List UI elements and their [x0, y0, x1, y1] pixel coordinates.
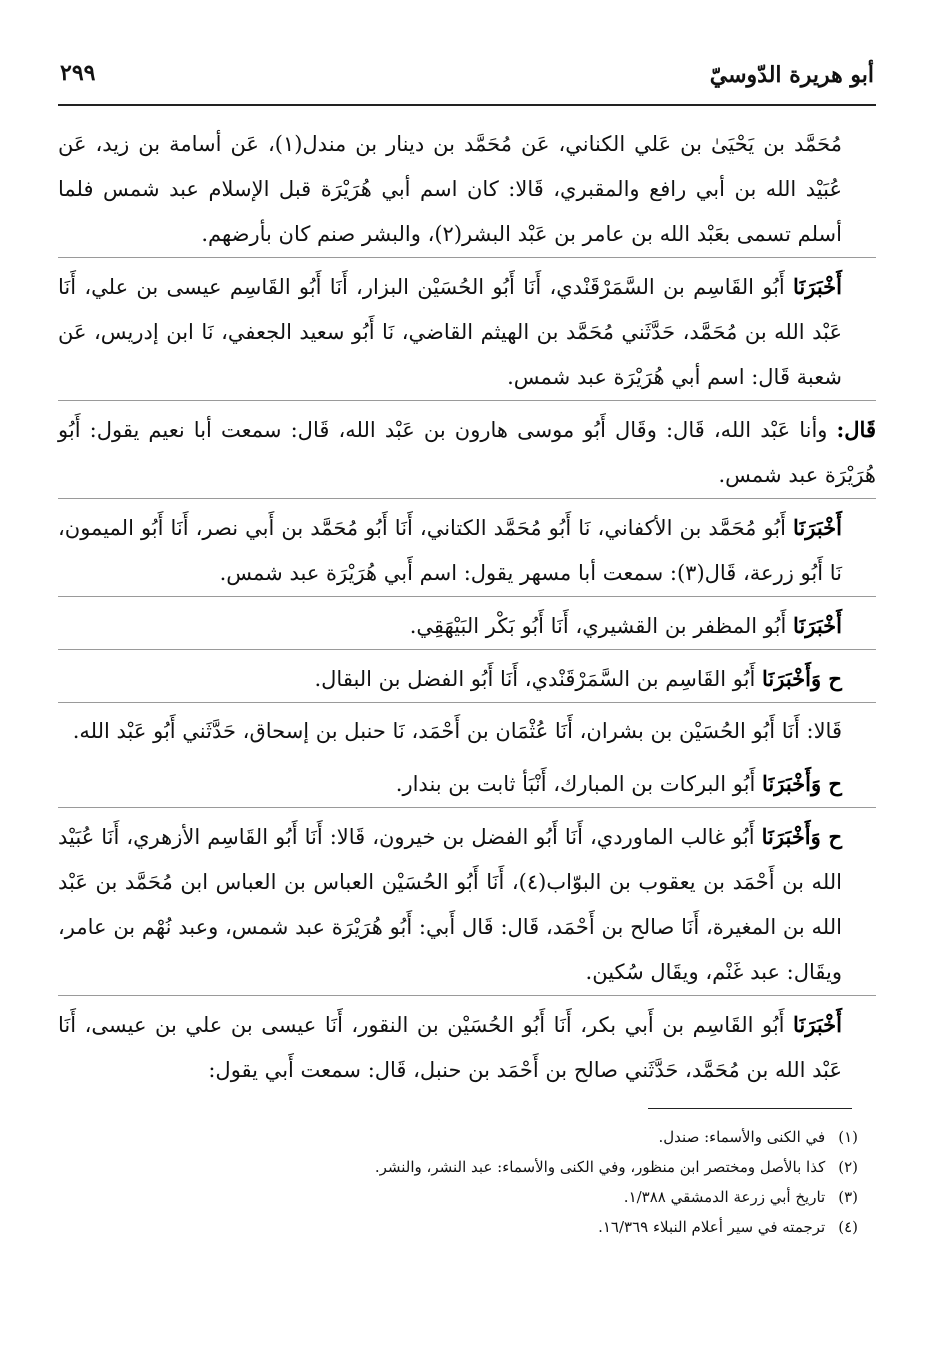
paragraph-text: أَبُو غالب الماوردي، أَنَا أَبُو الفضل بن خيرون، قَالا: أَنَا أَبُو القَاسِم الأزهري، أَنَا عُبَيْد الله بن أَحْمَد بن يعقوب بن البوّاب(٤)، أَنَا أَبُو الحُسَيْن العباس بن العباس ابن مُحَمَّد بن عَبْد الله بن المغيرة، أَنَا صالح بن أَحْمَد، قَال: قَال أَبي: أَبُو هُرَيْرَة عبد شمس، وعبد نُهْم بن عامر، ويقَال: عبد غَنْم، ويقَال سُكين.: [58, 825, 843, 984]
paragraph-text: أَبُو مُحَمَّد بن الأكفاني، نَا أَبُو مُحَمَّد الكتاني، أَنَا أَبُو مُحَمَّد بن أَبي نصر، أَنَا أَبُو الميمون، نَا أَبُو زرعة، قَال(٣): سمعت أبا مسهر يقول: اسم أَبي هُرَيْرَة عبد شمس.: [58, 516, 842, 585]
paragraph-text: وأنا عَبْد الله، قَال: وقَال أَبُو موسى هارون بن عَبْد الله، قَال: سمعت أبا نعيم يقول: أَبُو هُرَيْرَة عبد شمس.: [58, 418, 876, 487]
paragraph-2: [58, 264, 876, 400]
paragraph-9: [58, 814, 876, 995]
paragraph-divider: [58, 257, 876, 258]
paragraph-text: أَبُو القَاسِم بن السَّمَرْقَنْدي، أَنَا أَبُو الحُسَيْن البزار، أَنَا أَبُو القَاسِم عيسى بن علي، أَنَا عَبْد الله بن مُحَمَّد، حَدَّثَني مُحَمَّد بن الهيثم القاضي، نَا أَبُو سعيد الجعفي، نَا ابن إدريس، عَن شعبة قَال: اسم أبي هُرَيْرَة عبد شمس.: [58, 275, 842, 389]
footnote-number: (٤): [838, 1218, 858, 1236]
chain-lead-word: ح وَأَخْبَرَنَا: [762, 771, 842, 796]
paragraph-8: [58, 761, 876, 807]
paragraph-3: [58, 407, 876, 498]
footnote-number: (١): [838, 1128, 858, 1146]
chain-lead-word: أَخْبَرَنَا: [793, 274, 842, 299]
paragraph-text: مُحَمَّد بن يَحْيَىٰ بن عَلي الكناني، عَن مُحَمَّد بن دينار بن مندل(١)، عَن أسامة بن زيد، عَن عُبَيْد الله بن أبي رافع والمقبري، قَالا: كان اسم أبي هُرَيْرَة قبل الإسلام عبد شمس فلما أسلم تسمى بعَبْد الله بن عامر بن عَبْد البشر(٢)، والبشر صنم كان بأرضهم.: [58, 132, 842, 246]
paragraph-4: [58, 505, 876, 596]
paragraph-divider: [58, 995, 876, 996]
paragraph-divider: [58, 649, 876, 650]
paragraph-text: أَبُو القَاسِم بن السَّمَرْقَنْدي، أَنَا أَبُو الفضل بن البقال.: [314, 667, 762, 691]
paragraph-divider: [58, 498, 876, 499]
main-text: [58, 122, 876, 1093]
chain-lead-word: أَخْبَرَنَا: [793, 1012, 842, 1037]
chain-lead-word: ح وَأَخْبَرَنَا: [761, 824, 842, 849]
paragraph-text: أَبُو القَاسِم بن أَبي بكر، أَنَا أَبُو الحُسَيْن بن النقور، أَنَا عيسى بن علي بن عيسى، أَنَا عَبْد الله بن مُحَمَّد، حَدَّثَني صالح بن أَحْمَد بن حنبل، قَال: سمعت أَبي يقول:: [58, 1013, 842, 1082]
footnotes: [58, 1122, 858, 1242]
paragraph-1: [58, 122, 876, 257]
paragraph-10: [58, 1002, 876, 1093]
chain-lead-word: قَال:: [836, 417, 876, 442]
footnote-text: في الكنى والأسماء: صندل.: [658, 1128, 826, 1146]
paragraph-5: [58, 603, 876, 649]
footnote-3: [58, 1182, 858, 1212]
footnote-text: تاريخ أبي زرعة الدمشقي ١/٣٨٨.: [623, 1188, 826, 1206]
paragraph-text: أَبُو البركات بن المبارك، أَنْبَأ ثابت بن بندار.: [395, 772, 762, 796]
footnote-1: [58, 1122, 858, 1152]
footnote-text: كذا بالأصل ومختصر ابن منظور، وفي الكنى والأسماء: عبد النشر، والنشر.: [374, 1158, 826, 1176]
footnote-rule: [648, 1108, 852, 1109]
chain-lead-word: أَخْبَرَنَا: [793, 515, 842, 540]
running-title: أبو هريرة الدّوسيّ: [709, 62, 874, 88]
page-header: [58, 58, 874, 106]
footnote-4: [58, 1212, 858, 1242]
header-rule: [58, 104, 876, 106]
paragraph-7: [58, 709, 876, 754]
paragraph-divider: [58, 807, 876, 808]
footnote-text: ترجمته في سير أعلام النبلاء ١٦/٣٦٩.: [598, 1218, 826, 1236]
paragraph-divider: [58, 596, 876, 597]
paragraph-6: [58, 656, 876, 702]
footnote-number: (٣): [838, 1188, 858, 1206]
paragraph-divider: [58, 702, 876, 703]
chain-lead-word: ح وَأَخْبَرَنَا: [762, 666, 842, 691]
paragraph-text: قَالا: أَنَا أَبُو الحُسَيْن بن بشران، أَنَا عُثْمَان بن أَحْمَد، نَا حنبل بن إسحاق، حَدَّثَني أَبُو عَبْد الله.: [72, 719, 842, 743]
chain-lead-word: أَخْبَرَنَا: [793, 613, 842, 638]
footnote-number: (٢): [838, 1158, 858, 1176]
page-number: ٢٩٩: [60, 60, 96, 86]
paragraph-divider: [58, 400, 876, 401]
footnote-2: [58, 1152, 858, 1182]
paragraph-text: أَبُو المظفر بن القشيري، أَنَا أَبُو بَكْر البَيْهَقِي.: [409, 614, 794, 638]
